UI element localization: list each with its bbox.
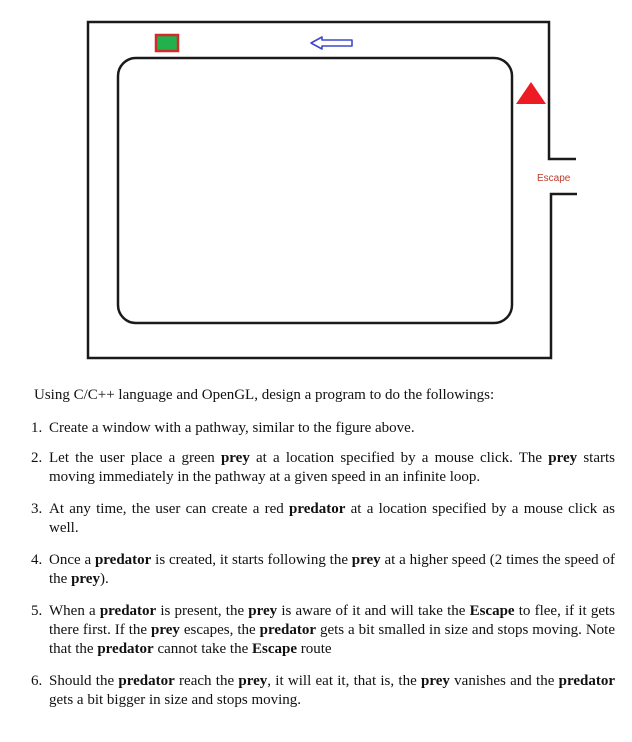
list-number: 2.: [31, 450, 43, 466]
list-number: 3.: [31, 501, 43, 517]
bold-term: predator: [558, 673, 616, 689]
text-run: Should the: [49, 673, 119, 689]
bold-term: predator: [99, 603, 157, 619]
direction-arrow-icon: [311, 37, 352, 49]
bold-term: prey: [151, 622, 180, 638]
text-run: to flee, if it gets there first. If the: [49, 603, 615, 638]
bold-term: prey: [248, 603, 278, 619]
text-run: gets a bit smalled in size and stops moving. Note that the: [49, 622, 615, 657]
list-item-text: [49, 500, 615, 538]
list-item: [31, 602, 615, 659]
list-item-text: [49, 602, 615, 659]
text-run: Once a: [49, 552, 95, 568]
bold-term: predator: [118, 673, 175, 689]
bold-term: predator: [94, 552, 152, 568]
bold-term: predator: [289, 501, 346, 517]
prey-square: [156, 35, 178, 51]
inner-wall: [118, 58, 512, 323]
bold-term: predator: [259, 622, 316, 638]
text-run: Let the user place a green: [49, 450, 221, 466]
escape-label: Escape: [537, 173, 571, 184]
text-run: , it will eat it, that is, the: [267, 673, 422, 689]
text-run: is present, the: [156, 603, 249, 619]
bold-term: prey: [238, 673, 268, 689]
list-item: [31, 449, 615, 487]
text-run: reach the: [174, 673, 239, 689]
text-run: is aware of it and will take the: [277, 603, 470, 619]
bold-term: prey: [351, 552, 381, 568]
list-item-text: [49, 672, 615, 710]
bold-term: prey: [71, 571, 100, 587]
text-run: ).: [99, 571, 109, 587]
text-run: starts moving immediately in the pathway at a given speed in an infinite loop.: [49, 450, 615, 485]
bold-term: prey: [548, 450, 578, 466]
text-run: at a location specified by a mouse click. The: [249, 450, 549, 466]
list-item: [31, 500, 615, 538]
bold-term: Escape: [469, 603, 515, 619]
list-item: [31, 551, 615, 589]
pathway-figure: [0, 0, 632, 370]
bold-term: Escape: [252, 641, 298, 657]
text-run: vanishes and the: [449, 673, 559, 689]
bold-term: predator: [97, 641, 154, 657]
text-run: Create a window with a pathway, similar to the figure above.: [49, 420, 415, 436]
text-run: route: [297, 641, 332, 657]
list-number: 1.: [31, 420, 43, 436]
list-item: [31, 672, 615, 710]
predator-triangle: [516, 82, 546, 104]
outer-wall: [88, 22, 577, 358]
list-item: [31, 419, 615, 438]
list-item-text: [49, 419, 615, 438]
list-item-text: [49, 551, 615, 589]
text-run: is created, it starts following the: [151, 552, 352, 568]
bold-term: prey: [421, 673, 450, 689]
text-run: At any time, the user can create a red: [49, 501, 289, 517]
list-item-text: [49, 449, 615, 487]
bold-term: prey: [220, 450, 250, 466]
list-number: 4.: [31, 552, 43, 568]
list-number: 6.: [31, 673, 43, 689]
text-run: at a location specified by a mouse click as well.: [49, 501, 615, 536]
text-run: escapes, the: [179, 622, 260, 638]
text-run: When a: [49, 603, 100, 619]
text-run: gets a bit bigger in size and stops moving.: [49, 692, 302, 708]
text-run: at a higher speed (2 times the speed of the: [49, 552, 616, 587]
intro-text: Using C/C++ language and OpenGL, design a program to do the followings:: [34, 387, 495, 403]
text-run: cannot take the: [153, 641, 253, 657]
list-number: 5.: [31, 603, 43, 619]
